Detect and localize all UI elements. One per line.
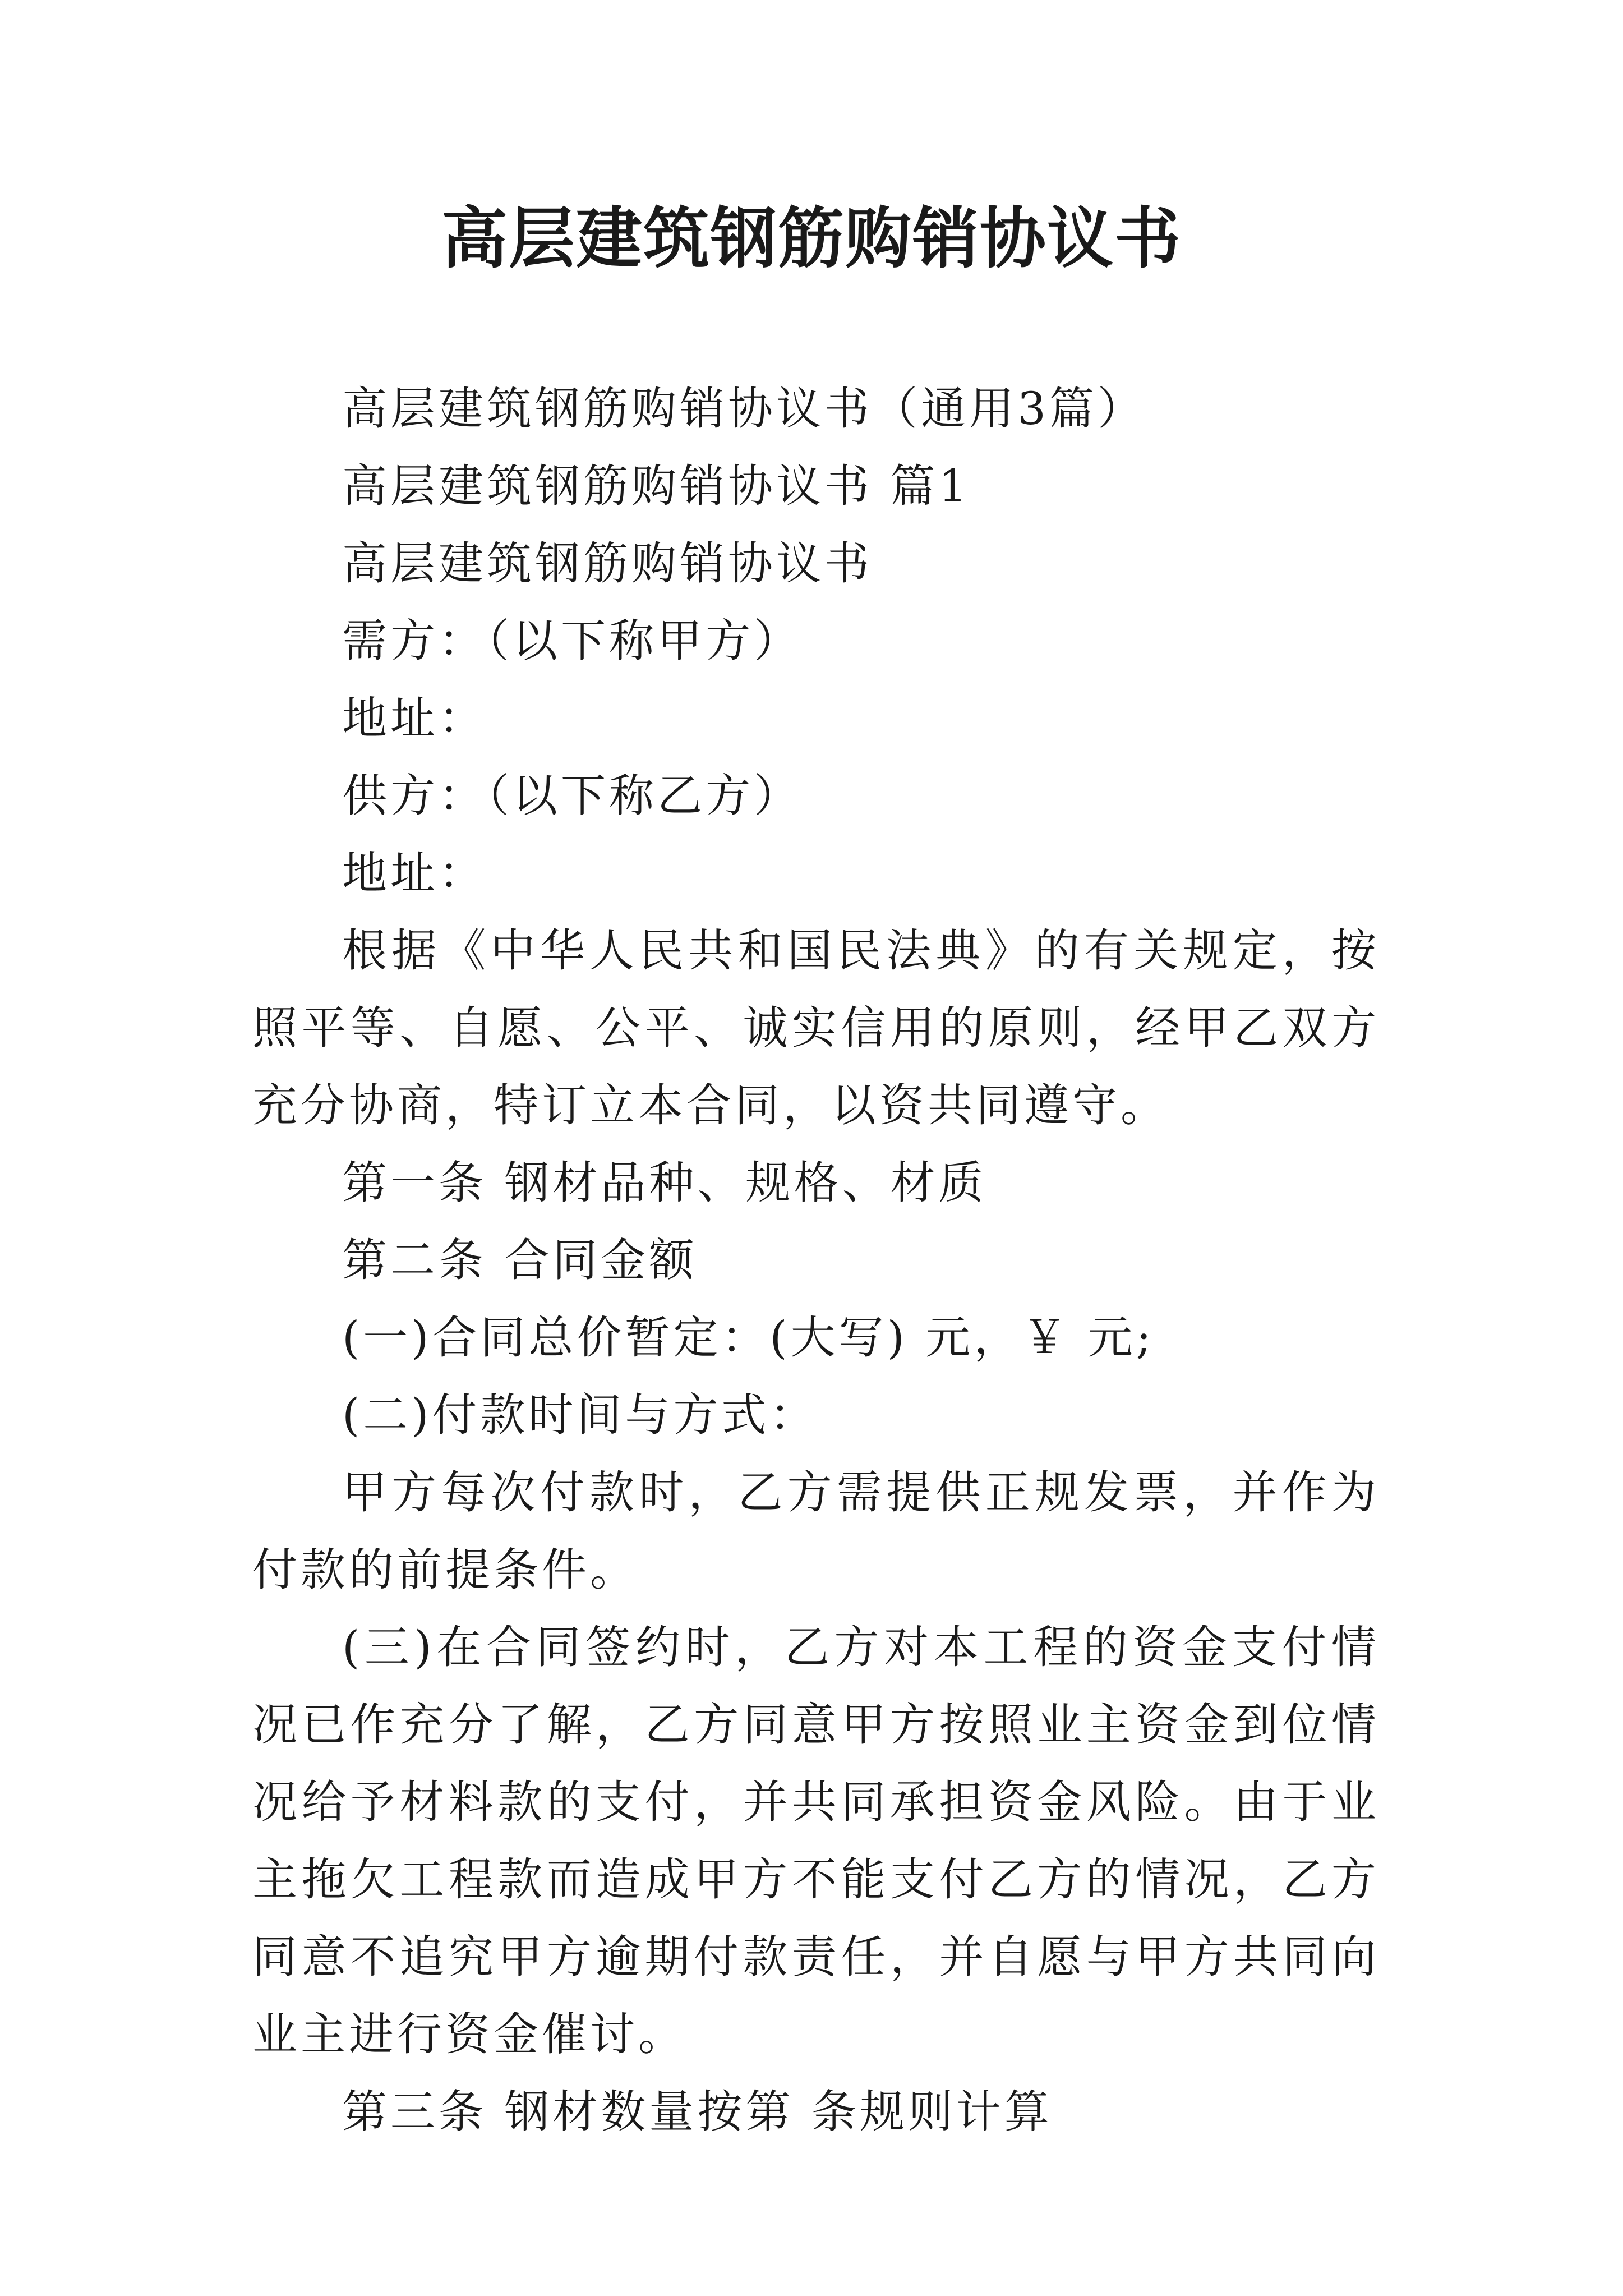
paragraph-buyer: 需方：（以下称甲方） <box>342 615 802 667</box>
paragraph-subtitle: 高层建筑钢筋购销协议书（通用3篇） <box>342 383 1146 435</box>
paragraph-contract-name: 高层建筑钢筋购销协议书 <box>342 537 873 590</box>
paragraph-section-heading: 高层建筑钢筋购销协议书 篇1 <box>342 460 971 512</box>
document-body <box>252 370 1380 2151</box>
paragraph-supplier-address: 地址： <box>342 847 487 899</box>
paragraph-article-3: 第三条 钢材数量按第 条规则计算 <box>342 2086 1053 2138</box>
paragraph-invoice-condition: 甲方每次付款时，乙方需提供正规发票，并作为付款的前提条件。 <box>252 1466 1380 1596</box>
paragraph-supplier: 供方：（以下称乙方） <box>342 770 802 822</box>
paragraph-clause-2-3: (三)在合同签约时，乙方对本工程的资金支付情况已作充分了解，乙方同意甲方按照业主资金到位情况给予材料款的支付，并共同承担资金风险。由于业主拖欠工程款而造成甲方不能支付乙方的情况，乙方同意不追究甲方逾期付款责任，并自愿与甲方共同向业主进行资金催讨。 <box>252 1621 1380 2060</box>
paragraph-clause-2-2: (二)付款时间与方式： <box>342 1389 818 1441</box>
paragraph-buyer-address: 地址： <box>342 692 487 744</box>
document-title: 高层建筑钢筋购销协议书 <box>441 199 1182 277</box>
paragraph-article-1: 第一条 钢材品种、规格、材质 <box>342 1157 987 1209</box>
paragraph-article-2: 第二条 合同金额 <box>342 1234 698 1286</box>
paragraph-clause-2-1: (一)合同总价暂定：(大写) 元，￥ 元; <box>342 1312 1155 1364</box>
paragraph-preamble: 根据《中华人民共和国民法典》的有关规定，按照平等、自愿、公平、诚实信用的原则，经甲乙双方充分协商，特订立本合同，以资共同遵守。 <box>252 924 1380 1131</box>
